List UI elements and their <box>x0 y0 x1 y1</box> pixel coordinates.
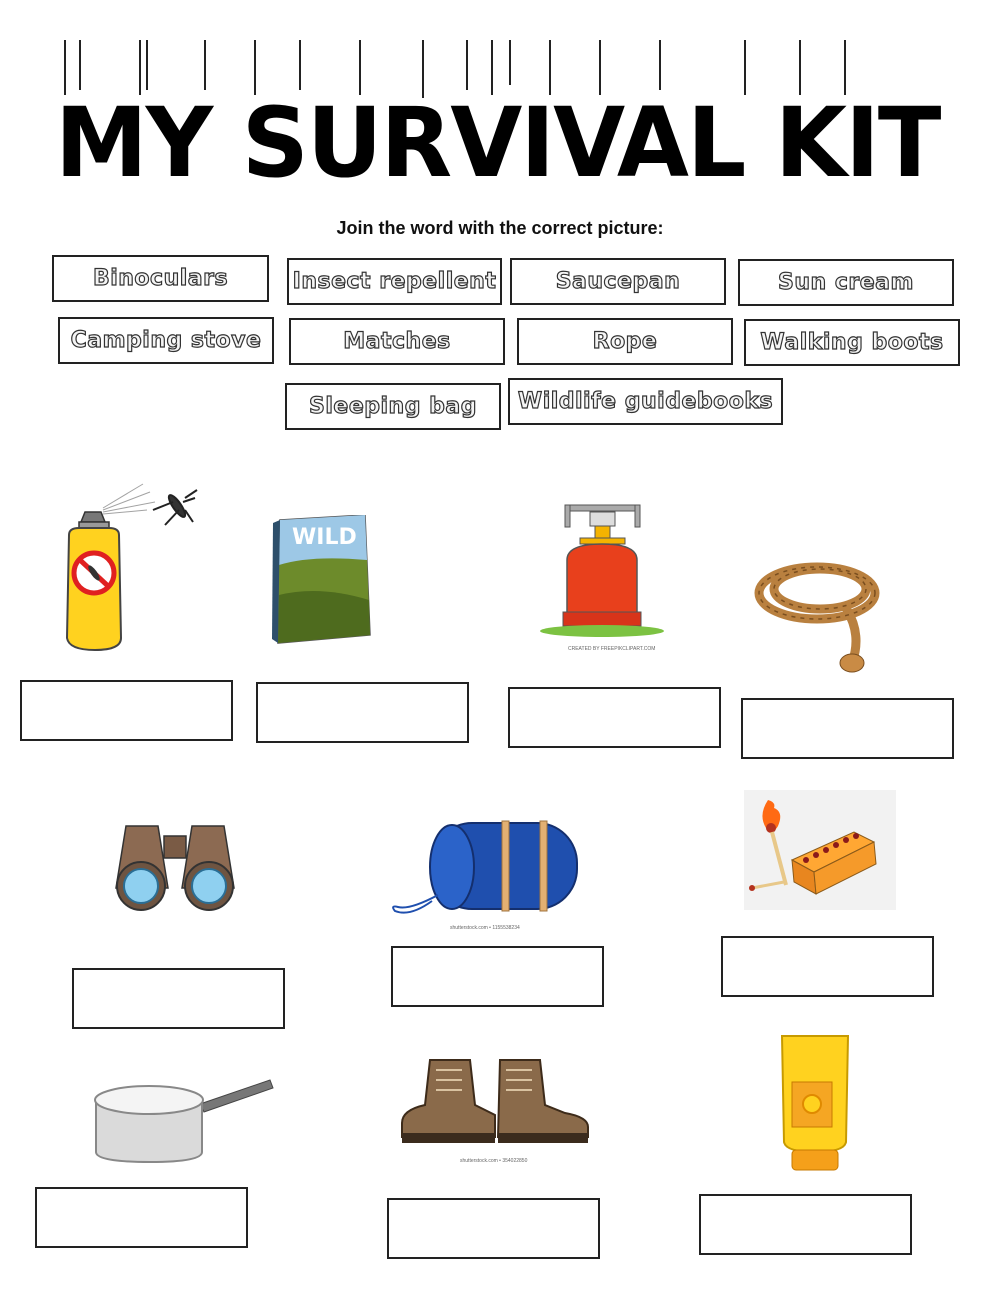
answer-box-8[interactable] <box>35 1187 248 1248</box>
word-insect-repellent[interactable]: Insect repellent <box>287 258 502 305</box>
word-camping-stove[interactable]: Camping stove <box>58 317 274 364</box>
guidebook-cover-title: WILD <box>292 525 357 550</box>
word-rope[interactable]: Rope <box>517 318 733 365</box>
boots-image-credit: shutterstock.com • 354022850 <box>460 1158 528 1164</box>
insect-repellent-spray-icon <box>55 480 200 655</box>
word-sleeping-bag[interactable]: Sleeping bag <box>285 383 501 430</box>
sun-cream-tube-icon <box>780 1032 850 1172</box>
walking-boots-icon <box>400 1055 590 1150</box>
binoculars-icon <box>108 818 243 913</box>
matches-and-matchbox-icon <box>744 790 896 910</box>
stove-image-credit: CREATED BY FREEPIKCLIPART.COM <box>568 646 656 652</box>
camping-stove-icon <box>535 500 670 645</box>
instructions: Join the word with the correct picture: <box>336 218 664 238</box>
answer-box-5[interactable] <box>72 968 285 1029</box>
answer-box-7[interactable] <box>721 936 934 997</box>
title-banner <box>55 40 940 199</box>
saucepan-icon <box>90 1072 275 1167</box>
word-binoculars[interactable]: Binoculars <box>52 255 269 302</box>
sleeping-bag-image-credit: shutterstock.com • 1155538234 <box>450 925 520 931</box>
answer-box-9[interactable] <box>387 1198 600 1259</box>
answer-box-10[interactable] <box>699 1194 912 1255</box>
answer-box-4[interactable] <box>741 698 954 759</box>
answer-box-6[interactable] <box>391 946 604 1007</box>
answer-box-3[interactable] <box>508 687 721 748</box>
word-walking-boots[interactable]: Walking boots <box>744 319 960 366</box>
mosquito-icon <box>153 490 197 525</box>
page-title: MY SURVIVAL KIT <box>55 87 940 199</box>
word-saucepan[interactable]: Saucepan <box>510 258 726 305</box>
coiled-rope-icon <box>752 555 897 675</box>
wild-guidebook-icon <box>270 515 375 645</box>
word-sun-cream[interactable]: Sun cream <box>738 259 954 306</box>
word-wildlife-guidebooks[interactable]: Wildlife guidebooks <box>508 378 783 425</box>
word-matches[interactable]: Matches <box>289 318 505 365</box>
answer-box-2[interactable] <box>256 682 469 743</box>
sleeping-bag-icon <box>390 815 585 925</box>
answer-box-1[interactable] <box>20 680 233 741</box>
